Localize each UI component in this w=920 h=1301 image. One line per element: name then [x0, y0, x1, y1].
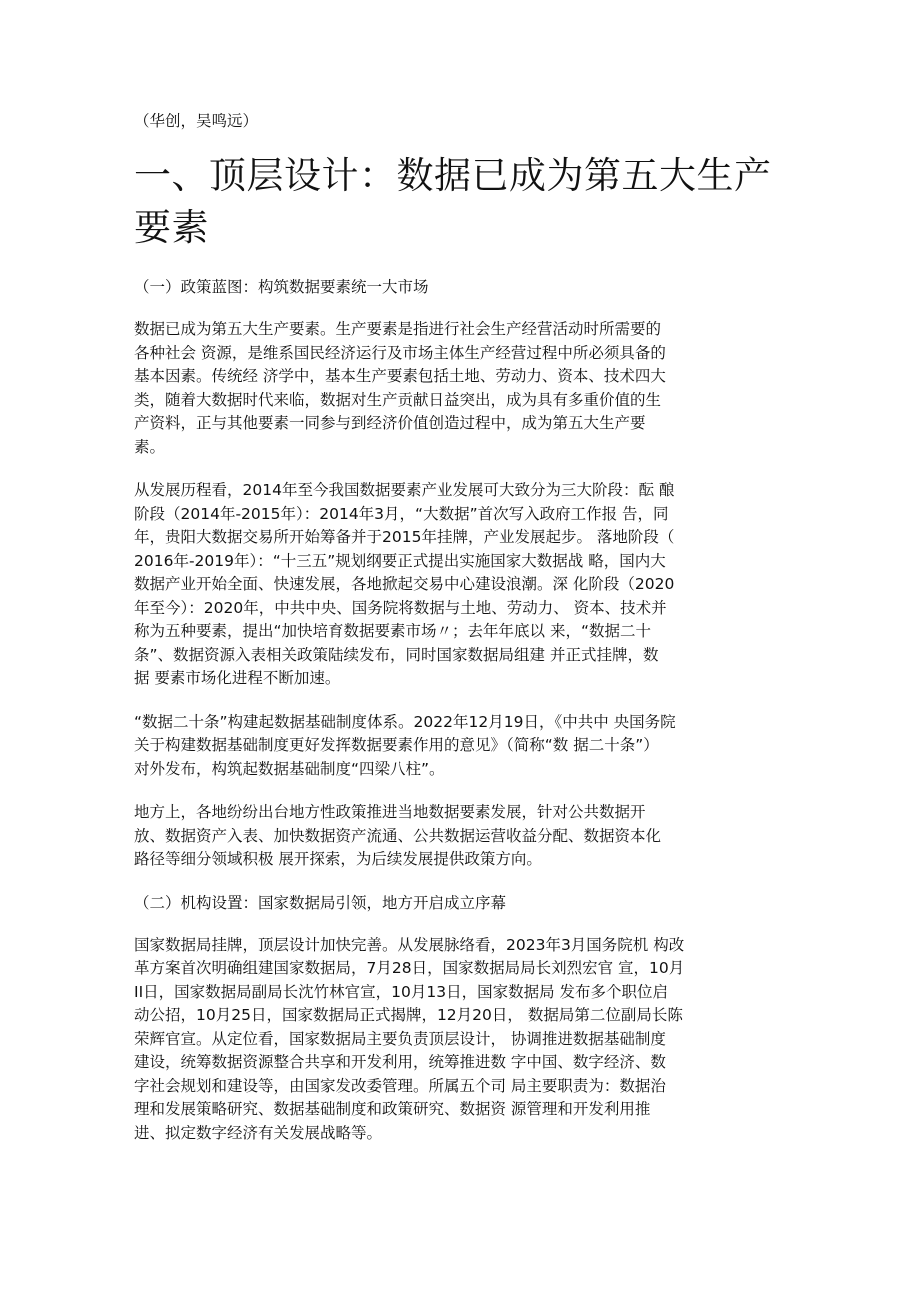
section-heading-2: （二）机构设置：国家数据局引领，地方开启成立序幕 — [134, 893, 507, 912]
paragraph-line: 荣辉官宣。从定位看，国家数据局主要负责顶层设计， 协调推进数据基础制度 — [134, 1029, 666, 1048]
paragraph-5 — [134, 934, 786, 1146]
paragraph-line: 基本因素。传统经 济学中，基本生产要素包括土地、劳动力、资本、技术四大 — [134, 367, 666, 385]
paragraph-line: “数据二十条”构建起数据基础制度体系。2022年12月19日，《中共中 央国务院 — [134, 712, 676, 731]
paragraph-line: 据 要素市场化进程不断加速。 — [134, 669, 341, 687]
author-line: （华创，吴鸣远） — [134, 112, 259, 130]
page-title-text: 一、顶层设计：数据已成为第五大生产要素 — [134, 154, 772, 249]
paragraph-line: 关于构建数据基础制度更好发挥数据要素作用的意见》（简称“数 据二十条”） — [134, 736, 659, 754]
paragraph-line: 革方案首次明确组建国家数据局，7月28日，国家数据局局长刘烈宏官 宣，10月 — [134, 959, 685, 977]
page-title — [134, 150, 786, 254]
paragraph-line: 理和发展策略研究、数据基础制度和政策研究、数据资 源管理和开发利用推 — [134, 1100, 651, 1118]
paragraph-line: 产资料，正与其他要素一同参与到经济价值创造过程中，成为第五大生产要 — [134, 414, 646, 432]
paragraph-line: 国家数据局挂牌，顶层设计加快完善。从发展脉络看，2023年3月国务院机 构改 — [134, 935, 685, 954]
paragraph-line: 阶段（2014年-2015年）：2014年3月，“大数据”首次写入政府工作报 告，同 — [134, 504, 669, 523]
paragraph-line: 类，随着大数据时代来临，数据对生产贡献日益突出，成为具有多重价值的生 — [134, 390, 662, 409]
paragraph-line: 字社会规划和建设等，由国家发改委管理。所属五个司 局主要职责为：数据治 — [134, 1076, 666, 1095]
paragraph-1 — [134, 318, 786, 459]
paragraph-line: 称为五种要素，提出“加快培育数据要素市场〃；去年年底以 来，“数据二十 — [134, 622, 651, 640]
paragraph-line: 各种社会 资源，是维系国民经济运行及市场主体生产经营过程中所必须具备的 — [134, 343, 666, 362]
paragraph-line: 年至今）：2020年，中共中央、国务院将数据与土地、劳动力、 资本、技术并 — [134, 598, 667, 617]
paragraph-line: 2016年-2019年）：“十三五”规划纲要正式提出实施国家大数据战 略，国内大 — [134, 551, 666, 570]
document-page — [134, 110, 786, 1165]
paragraph-line: 地方上，各地纷纷出台地方性政策推进当地数据要素发展，针对公共数据开 — [134, 803, 646, 821]
paragraph-line: 数据已成为第五大生产要素。生产要素是指进行社会生产经营活动时所需要的 — [134, 320, 662, 338]
paragraph-line: 条”、数据资源入表相关政策陆续发布，同时国家数据局组建 并正式挂牌，数 — [134, 645, 659, 664]
paragraph-line: 从发展历程看，2014年至今我国数据要素产业发展可大致分为三大阶段：酝 酿 — [134, 481, 675, 499]
paragraph-line: 年，贵阳大数据交易所开始筹备并于2015年挂牌，产业发展起步。 落地阶段（ — [134, 528, 675, 546]
paragraph-line: 数据产业开始全面、快速发展，各地掀起交易中心建设浪潮。深 化阶段（2020 — [134, 575, 675, 593]
paragraph-line: 对外发布，构筑起数据基础制度“四梁八柱”。 — [134, 759, 445, 778]
paragraph-line: 放、数据资产入表、加快数据资产流通、公共数据运营收益分配、数据资本化 — [134, 826, 662, 845]
paragraph-line: ΙΙ日，国家数据局副局长沈竹林官宣，10月13日，国家数据局 发布多个职位启 — [134, 982, 669, 1001]
paragraph-line: 进、拟定数字经济有关发展战略等。 — [134, 1123, 383, 1142]
section-heading-1: （一）政策蓝图：构筑数据要素统一大市场 — [134, 278, 429, 296]
paragraph-3 — [134, 711, 786, 782]
paragraph-line: 素。 — [134, 437, 166, 456]
paragraph-2 — [134, 479, 786, 691]
paragraph-4 — [134, 801, 786, 872]
paragraph-line: 动公招，10月25日，国家数据局正式揭牌，12月20日， 数据局第二位副局长陈 — [134, 1006, 683, 1024]
paragraph-line: 建设，统筹数据资源整合共享和开发利用，统筹推进数 字中国、数字经济、数 — [134, 1053, 666, 1071]
paragraph-line: 路径等细分领域积极 展开探索，为后续发展提供政策方向。 — [134, 850, 542, 868]
